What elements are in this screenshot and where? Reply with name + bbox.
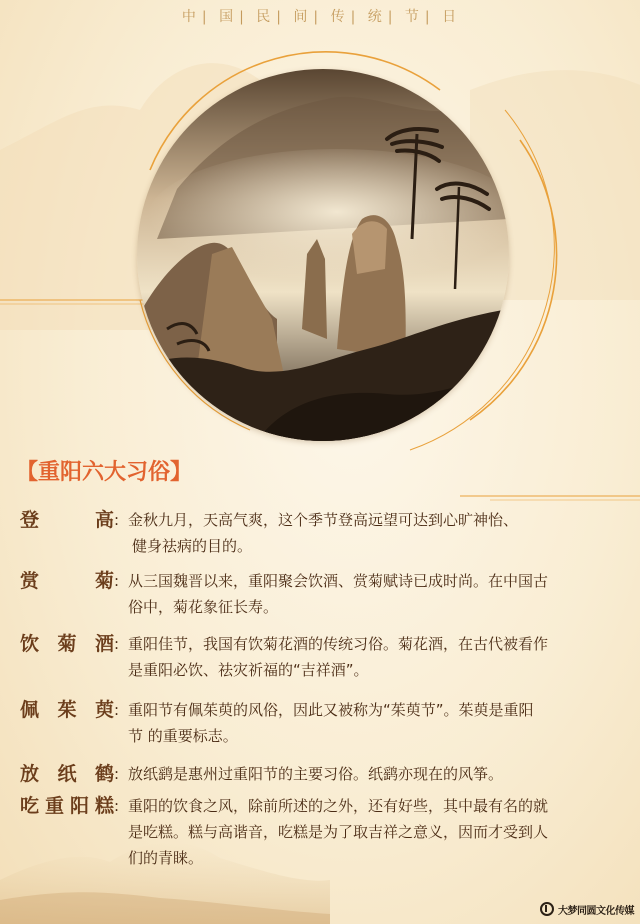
header-char: 间	[293, 9, 310, 25]
term-char: 糕	[94, 795, 114, 817]
term-char: 佩	[20, 699, 40, 721]
desc-line: 俗中，菊花象征长寿。	[128, 598, 279, 616]
ink-landscape-icon	[137, 69, 509, 441]
term-char: 高	[94, 509, 114, 531]
desc-line: 节 的重要标志。	[128, 727, 238, 745]
term-char: 酒	[94, 633, 114, 655]
colon: :	[114, 701, 120, 719]
brand-logo	[540, 900, 634, 918]
desc-line: 是重阳必饮、祛灾祈福的“吉祥酒”。	[128, 661, 369, 679]
desc-line: 从三国魏晋以来，重阳聚会饮酒、赏菊赋诗已成时尚。在中国古	[128, 572, 549, 590]
custom-description	[128, 631, 622, 683]
desc-line: 重阳佳节，我国有饮菊花酒的传统习俗。菊花酒，在古代被看作	[128, 635, 549, 653]
custom-description	[128, 568, 622, 620]
desc-line: 重阳的饮食之风，除前所述的之外，还有好些，其中最有名的就	[128, 797, 549, 815]
custom-description	[128, 507, 622, 559]
term-char: 饮	[20, 633, 40, 655]
custom-term	[20, 507, 114, 533]
colon: :	[114, 797, 120, 815]
custom-term	[20, 793, 114, 819]
header-char: 日	[442, 9, 459, 25]
header-title: 中 | 国 | 民 | 间 | 传 | 统 | 节 | 日	[181, 9, 459, 25]
term-char: 阳	[69, 795, 89, 817]
custom-term	[20, 631, 114, 657]
custom-description	[128, 793, 622, 871]
desc-line: 金秋九月，天高气爽，这个季节登高远望可达到心旷神怡、	[128, 511, 519, 529]
custom-item-kite	[20, 761, 620, 787]
term-char: 菊	[94, 570, 114, 592]
header-char: 中	[181, 9, 198, 25]
header-char: 国	[219, 9, 236, 25]
custom-item-dogwood	[20, 697, 620, 749]
custom-item-cake	[20, 793, 620, 871]
desc-line: 放纸鹞是惠州过重阳节的主要习俗。纸鹞亦现在的风筝。	[128, 765, 504, 783]
custom-item-chrysanthemum-wine	[20, 631, 620, 683]
custom-term	[20, 568, 114, 594]
term-char: 菊	[57, 633, 77, 655]
brand-name: 大梦同圆文化传媒	[558, 905, 634, 917]
desc-line: 们的青睐。	[128, 849, 204, 867]
custom-item-climbing	[20, 507, 620, 559]
header-char: 节	[404, 9, 421, 25]
custom-item-chrysanthemum	[20, 568, 620, 620]
custom-description	[128, 761, 622, 787]
desc-line: 重阳节有佩茱萸的风俗，因此又被称为“茱萸节”。茱萸是重阳	[128, 701, 534, 719]
term-char: 放	[20, 763, 40, 785]
colon: :	[114, 511, 120, 529]
desc-line: 是吃糕。糕与高谐音，吃糕是为了取吉祥之意义，因而才受到人	[128, 823, 549, 841]
colon: :	[114, 765, 120, 783]
header-char: 传	[330, 9, 347, 25]
term-char: 萸	[94, 699, 114, 721]
term-char: 赏	[20, 570, 40, 592]
term-char: 鹤	[94, 763, 114, 785]
custom-description	[128, 697, 622, 749]
custom-term	[20, 697, 114, 723]
term-char: 登	[20, 509, 40, 531]
header-char: 统	[367, 9, 384, 25]
custom-term	[20, 761, 114, 787]
term-char: 茱	[57, 699, 77, 721]
colon: :	[114, 572, 120, 590]
term-char: 吃	[20, 795, 40, 817]
brand-mark-icon	[540, 902, 554, 916]
term-char: 重	[44, 795, 64, 817]
desc-line: 健身祛病的目的。	[132, 537, 253, 555]
section-title: 【重阳六大习俗】	[16, 460, 193, 485]
hero-landscape-image	[137, 69, 509, 441]
header-char: 民	[256, 9, 273, 25]
colon: :	[114, 635, 120, 653]
term-char: 纸	[57, 763, 77, 785]
